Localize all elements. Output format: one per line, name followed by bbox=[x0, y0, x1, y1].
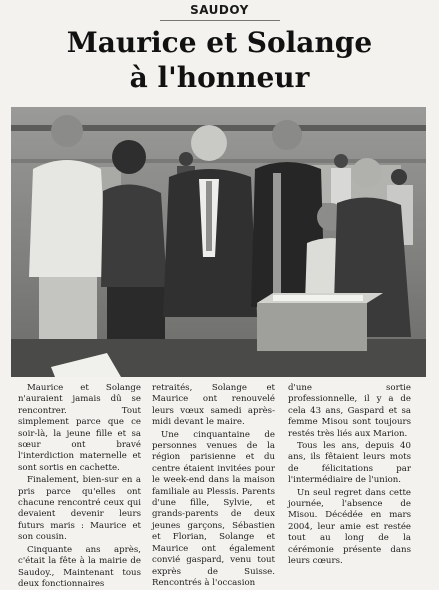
section-rule bbox=[160, 20, 280, 21]
person-head bbox=[334, 154, 348, 168]
person-body bbox=[29, 160, 107, 277]
person-body bbox=[101, 184, 167, 287]
paragraph: Un seul regret dans cette journée, l'absence de Misou. Décédée en mars 2004, leur amie est restée tout au long de la cérémonie présente dans leurs cœurs. bbox=[288, 487, 411, 567]
card bbox=[273, 295, 363, 301]
article-column-1 bbox=[18, 383, 141, 590]
paragraph: Tous les ans, depuis 40 ans, ils fêtaient leurs mots de félicitations par l'intermédiaire de l'union. bbox=[288, 441, 411, 486]
person-head bbox=[51, 115, 83, 147]
sweater-stripe bbox=[273, 173, 281, 293]
group-photo bbox=[11, 107, 426, 377]
paragraph: d'une sortie professionnelle, il y a de cela 43 ans, Gaspard et sa femme Misou sont toujours restés très liés aux Marion. bbox=[288, 383, 411, 439]
person-head bbox=[191, 125, 227, 161]
section-label: SAUDOY bbox=[190, 3, 249, 17]
paragraph: Cinquante ans après, c'était la fête à la mairie de Saudoy., Maintenant tous deux fonctionnaires bbox=[18, 544, 141, 589]
gift-box bbox=[257, 303, 367, 351]
headline-line-1: Maurice et Solange bbox=[66, 26, 373, 59]
paragraph: Finalement, bien-sur en a pris parce qu'elles ont chacune rencontré ceux qui devaient devenir leurs futurs maris : Maurice et son cousin. bbox=[18, 475, 141, 543]
person-head bbox=[179, 152, 193, 166]
paragraph: retraités, Solange et Maurice ont renouvelé leurs vœux samedi après-midi devant le maire. bbox=[152, 383, 275, 428]
paragraph: Maurice et Solange n'auraient jamais dû se rencontrer. Tout simplement parce que ce soir-là, la jeune fille et sa sœur ont bravé l'interdiction maternelle et sont sortis en cachette. bbox=[18, 383, 141, 473]
person-head bbox=[112, 140, 146, 174]
person-legs bbox=[39, 277, 97, 349]
article-column-3 bbox=[288, 383, 411, 568]
tie bbox=[206, 181, 212, 251]
article-column-2 bbox=[152, 383, 275, 589]
person-head bbox=[391, 169, 407, 185]
photo-illustration bbox=[11, 107, 426, 377]
person-head bbox=[272, 120, 302, 150]
person-head bbox=[352, 158, 382, 188]
headline-line-2: à l'honneur bbox=[129, 61, 310, 94]
paragraph: Une cinquantaine de personnes venues de la région parisienne et du centre étaient invitées pour le week-end dans la maison familiale au Plessis. Parents d'une fille, Sylvie, et grands-parents de deux jeunes garçons, Sébastien et Florian, Solange et Maurice ont également convié gaspard, venu tout exprès de Suisse. Rencontrés à l'occasion bbox=[152, 429, 275, 588]
